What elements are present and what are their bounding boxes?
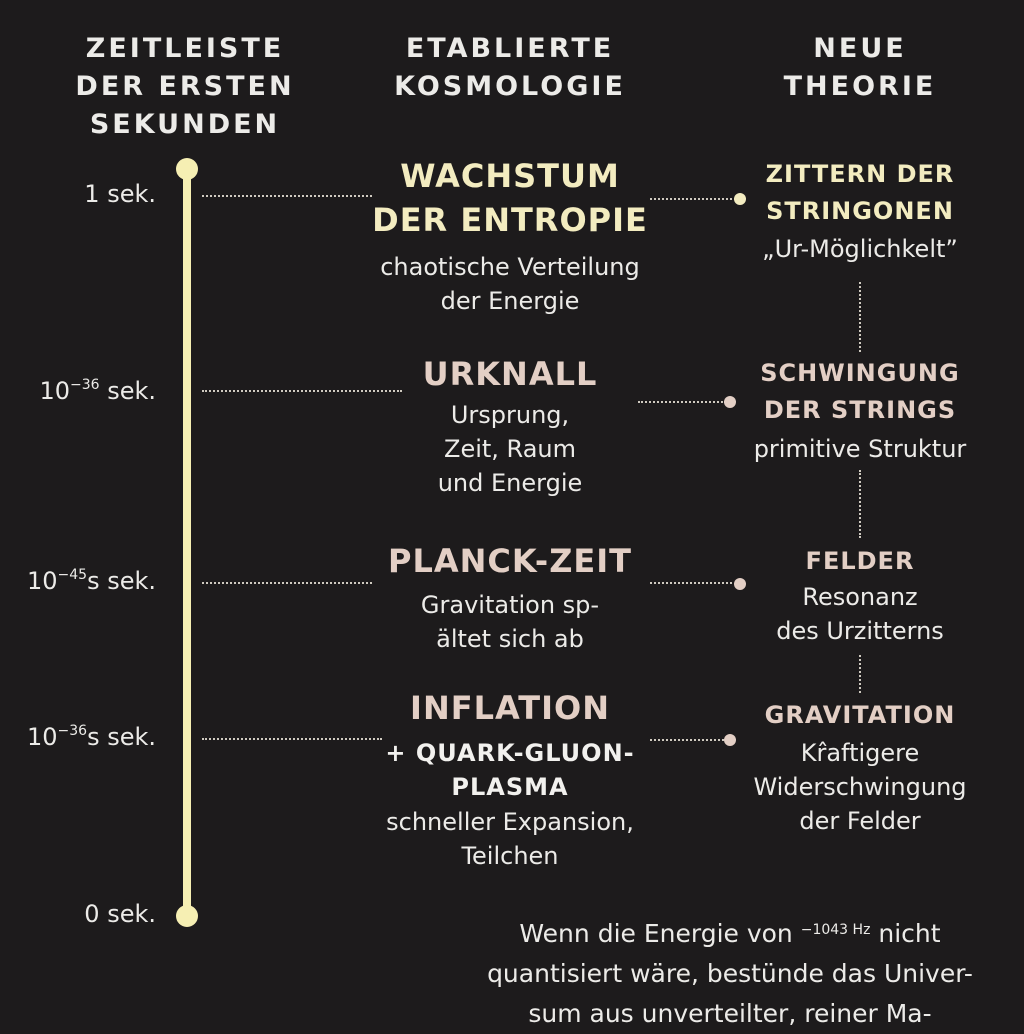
description-line: Ursprung, <box>450 401 570 429</box>
description-line: primitive Struktur <box>753 435 967 463</box>
title-line: URKNALL <box>422 355 598 393</box>
subtitle-line: PLASMA <box>451 773 569 801</box>
header-line: SEKUNDEN <box>89 109 281 140</box>
footnote-text: Wenn die Energie von <box>519 919 801 948</box>
right-connector <box>650 582 732 584</box>
description-line: und Energie <box>437 469 583 497</box>
established-description <box>360 805 660 873</box>
header-line: DER ERSTEN <box>75 71 295 102</box>
title-line: DER STRINGS <box>763 396 957 424</box>
description-line: der Energie <box>440 287 580 315</box>
time-label-base: 10 <box>26 723 58 751</box>
right-connector <box>650 198 736 200</box>
header-line: ETABLIERTE <box>405 33 615 64</box>
title-line: FELDER <box>805 547 915 575</box>
footnote-line <box>470 910 990 954</box>
description-line: Resonanz <box>802 583 918 611</box>
title-line: INFLATION <box>410 689 610 727</box>
vertical-connector <box>859 655 861 693</box>
time-label-suffix: s sek. <box>87 723 156 751</box>
description-line: der Felder <box>799 807 921 835</box>
subtitle-line: + QUARK-GLUON- <box>385 739 635 767</box>
description-line: Zeit, Raum <box>444 435 576 463</box>
time-label <box>27 723 156 751</box>
description-line: Kr̂aftigere <box>800 739 920 767</box>
new-theory-description <box>740 580 980 648</box>
title-line: PLANCK-ZEIT <box>388 542 632 580</box>
title-line: STRINGONEN <box>766 197 954 225</box>
right-connector <box>650 739 724 741</box>
description-line: chaotische Verteilung <box>380 253 640 281</box>
description-line: Teilchen <box>461 842 559 870</box>
time-label <box>27 567 156 595</box>
time-label-base: 0 sek. <box>84 900 156 928</box>
description-line: Widerschwingung <box>753 773 967 801</box>
established-description <box>360 588 660 656</box>
footnote <box>470 910 990 1034</box>
description-line: „Ur-Möglichkelt” <box>762 235 958 263</box>
established-title <box>360 686 660 730</box>
time-label-exponent: −45 <box>57 567 88 583</box>
time-label <box>84 900 156 928</box>
new-theory-title <box>740 355 980 429</box>
vertical-connector <box>859 470 861 538</box>
new-theory-description <box>730 432 990 466</box>
connector-node <box>724 734 736 746</box>
timeline-column-header <box>60 30 310 144</box>
new-theory-title <box>740 543 980 580</box>
time-label-base: 10 <box>39 377 71 405</box>
timeline-bottom-cap <box>176 905 198 927</box>
time-label-base: 1 sek. <box>84 180 156 208</box>
header-line: THEORIE <box>783 71 937 102</box>
title-line: SCHWINGUNG <box>760 359 960 387</box>
established-title <box>360 154 660 242</box>
timeline-bar <box>183 166 191 916</box>
left-connector <box>202 582 372 584</box>
new-theory-description <box>740 736 980 838</box>
connector-node <box>724 396 736 408</box>
vertical-connector <box>859 282 861 352</box>
left-connector <box>202 738 382 740</box>
title-line: ZITTERN DER <box>765 160 955 188</box>
new-theory-title <box>740 156 980 230</box>
title-line: DER ENTROPIE <box>372 201 648 239</box>
title-line: WACHSTUM <box>400 157 620 195</box>
footnote-line: quantisiert wäre, bestünde das Univer- <box>487 959 973 988</box>
left-connector <box>202 195 372 197</box>
header-line: KOSMOLOGIE <box>394 71 626 102</box>
footnote-frequency: −1043 Hz <box>800 922 871 938</box>
footnote-line: sum aus unverteilter, reiner Ma- <box>528 999 932 1028</box>
new-theory-column-header <box>740 30 980 106</box>
description-line: ältet sich ab <box>436 625 584 653</box>
time-label-suffix: sek. <box>99 377 156 405</box>
time-label-exponent: −36 <box>57 723 88 739</box>
established-column-header <box>380 30 640 106</box>
time-label-base: 10 <box>26 567 58 595</box>
new-theory-description <box>740 232 980 266</box>
header-line: ZEITLEISTE <box>85 33 285 64</box>
title-line: GRAVITATION <box>764 701 956 729</box>
description-line: Gravitation sp- <box>420 591 600 619</box>
description-line: schneller Expansion, <box>386 808 634 836</box>
established-description <box>360 398 660 500</box>
footnote-text: nicht <box>870 919 941 948</box>
time-label <box>39 377 156 405</box>
time-label-exponent: −36 <box>70 377 100 393</box>
established-description <box>360 250 660 318</box>
timeline-top-cap <box>176 158 198 180</box>
established-subtitle <box>360 736 660 804</box>
header-line: NEUE <box>813 33 907 64</box>
time-label-suffix: s sek. <box>87 567 156 595</box>
established-title <box>360 352 660 396</box>
time-label <box>84 180 156 208</box>
established-title <box>360 539 660 583</box>
description-line: des Urzitterns <box>776 617 944 645</box>
new-theory-title <box>740 697 980 734</box>
